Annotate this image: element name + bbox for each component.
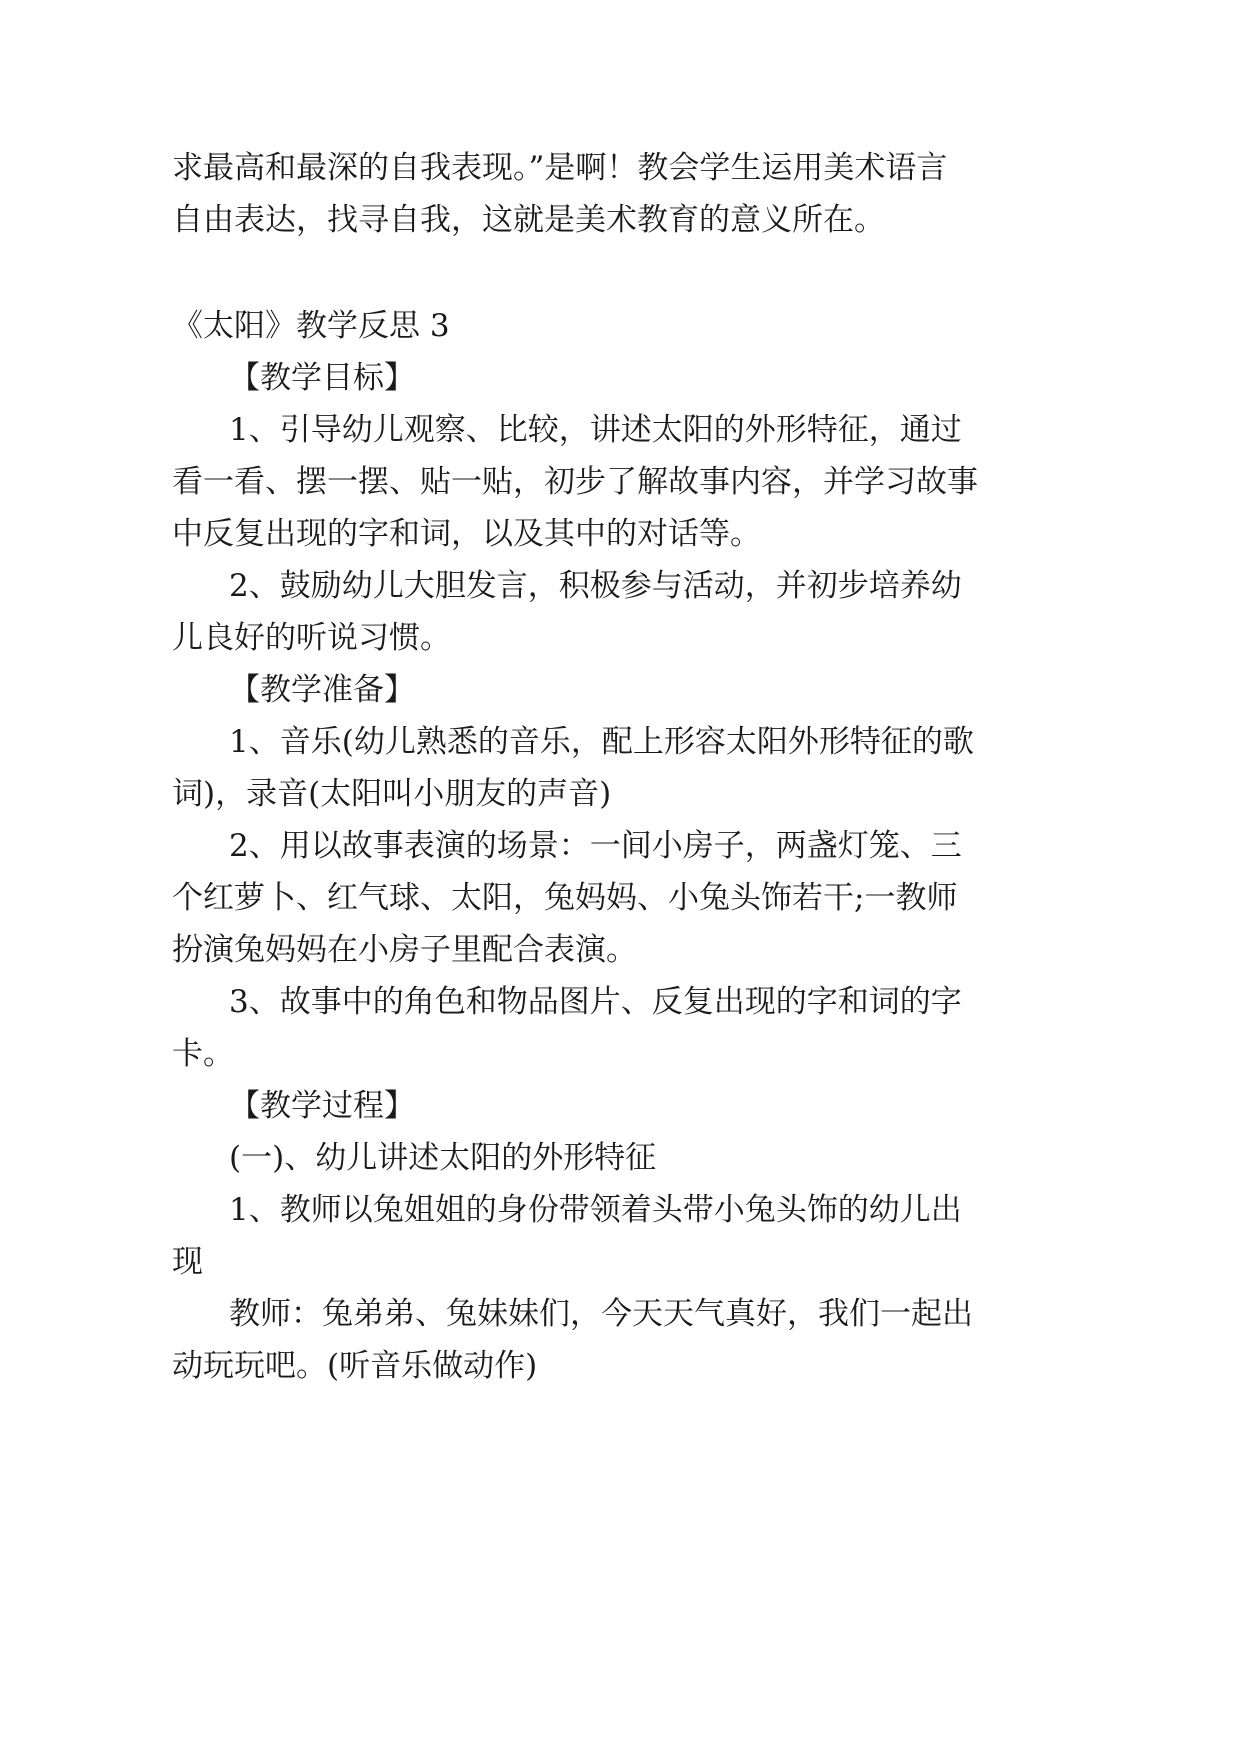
paragraph-line: 2、用以故事表演的场景：一间小房子，两盏灯笼、三 — [229, 828, 962, 864]
paragraph-line: 中反复出现的字和词，以及其中的对话等。 — [172, 516, 761, 552]
paragraph-line: 个红萝卜、红气球、太阳，兔妈妈、小兔头饰若干;一教师 — [172, 880, 958, 916]
paragraph-line: 词)，录音(太阳叫小朋友的声音) — [172, 776, 612, 812]
paragraph-line: 现 — [172, 1244, 203, 1280]
section-heading: 【教学准备】 — [229, 672, 415, 708]
paragraph-line: 看一看、摆一摆、贴一贴，初步了解故事内容，并学习故事 — [172, 464, 978, 500]
subsection-heading: (一)、幼儿讲述太阳的外形特征 — [229, 1140, 657, 1176]
paragraph-line: 自由表达，找寻自我，这就是美术教育的意义所在。 — [172, 202, 885, 238]
section-title: 《太阳》教学反思 3 — [172, 308, 450, 344]
section-heading: 【教学目标】 — [229, 360, 415, 396]
paragraph-line: 1、引导幼儿观察、比较，讲述太阳的外形特征，通过 — [229, 412, 962, 448]
paragraph-line: 求最高和最深的自我表现。”是啊！教会学生运用美术语言 — [172, 150, 948, 186]
paragraph-line: 教师：兔弟弟、兔妹妹们，今天天气真好，我们一起出 — [229, 1296, 973, 1332]
paragraph-line: 动玩玩吧。(听音乐做动作) — [172, 1348, 538, 1384]
paragraph-line: 扮演兔妈妈在小房子里配合表演。 — [172, 932, 637, 968]
section-heading: 【教学过程】 — [229, 1088, 415, 1124]
paragraph-line: 儿良好的听说习惯。 — [172, 620, 451, 656]
paragraph-line: 3、故事中的角色和物品图片、反复出现的字和词的字 — [229, 984, 962, 1020]
paragraph-line: 卡。 — [172, 1036, 234, 1072]
paragraph-line: 1、教师以兔姐姐的身份带领着头带小兔头饰的幼儿出 — [229, 1192, 962, 1228]
paragraph-line: 1、音乐(幼儿熟悉的音乐，配上形容太阳外形特征的歌 — [229, 724, 974, 760]
paragraph-line: 2、鼓励幼儿大胆发言，积极参与活动，并初步培养幼 — [229, 568, 962, 604]
